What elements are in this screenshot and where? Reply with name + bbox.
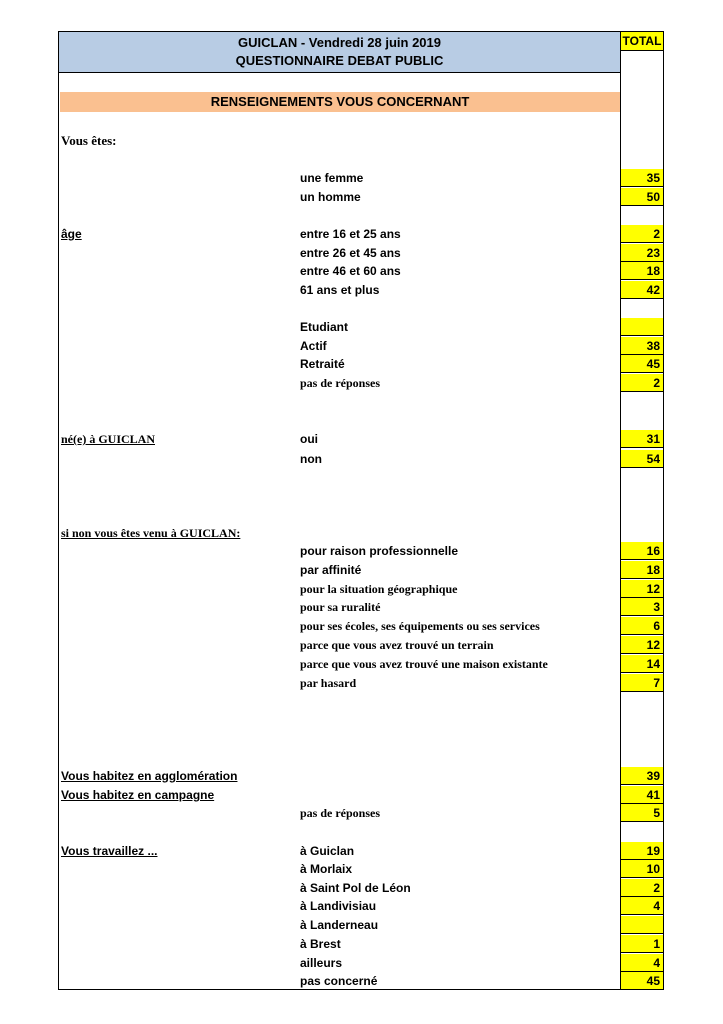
value-cell: 38 [621,337,663,355]
value-cell: 35 [621,169,663,187]
option-label: entre 46 et 60 ans [300,264,401,278]
option-label: entre 16 et 25 ans [300,227,401,241]
section-title: RENSEIGNEMENTS VOUS CONCERNANT [60,92,620,112]
label-age: âge [61,227,82,241]
option-label: un homme [300,190,361,204]
option-label: par hasard [300,676,357,690]
option-label: 61 ans et plus [300,283,380,297]
option-label: à Morlaix [300,862,353,876]
value-cell: 45 [621,972,663,990]
value-cell: 45 [621,355,663,373]
value-cell: 54 [621,450,663,468]
option-label: ailleurs [300,956,343,970]
value-cell: 6 [621,617,663,635]
total-header: TOTAL [621,32,663,51]
option-label: pour ses écoles, ses équipements ou ses services [300,619,540,633]
label-campagne: Vous habitez en campagne [61,788,215,802]
option-label: à Saint Pol de Léon [300,881,411,895]
option-label: parce que vous avez trouvé une maison existante [300,657,548,671]
option-label: pas de réponses [300,376,381,390]
option-label: pas concerné [300,974,378,988]
option-label: à Landerneau [300,918,379,932]
value-cell: 7 [621,674,663,692]
value-cell: 4 [621,897,663,915]
value-cell: 10 [621,860,663,878]
value-cell: 42 [621,281,663,299]
option-label: par affinité [300,563,362,577]
option-label: non [300,452,322,466]
value-cell: 39 [621,767,663,785]
value-cell: 2 [621,374,663,392]
option-label: à Guiclan [300,844,355,858]
value-cell: 2 [621,225,663,243]
value-cell: 19 [621,842,663,860]
value-cell: 23 [621,244,663,262]
option-label: pour la situation géographique [300,582,458,596]
option-label: Actif [300,339,327,353]
value-cell: 1 [621,935,663,953]
value-cell [621,916,663,934]
label-travail: Vous travaillez ... [61,844,158,858]
value-cell: 14 [621,655,663,673]
option-label: à Landivisiau [300,899,377,913]
value-cell: 50 [621,188,663,206]
option-label: parce que vous avez trouvé un terrain [300,638,494,652]
option-label: Retraité [300,357,345,371]
option-label: Etudiant [300,320,348,334]
option-label: pas de réponses [300,806,381,820]
value-cell: 18 [621,262,663,280]
title-line-2: QUESTIONNAIRE DEBAT PUBLIC [235,53,444,68]
value-cell [621,318,663,336]
option-label: une femme [300,171,364,185]
value-cell: 18 [621,561,663,579]
title-line-1: GUICLAN - Vendredi 28 juin 2019 [238,35,441,50]
value-cell: 16 [621,542,663,560]
option-label: pour sa ruralité [300,600,381,614]
label-ne-guiclan: né(e) à GUICLAN [61,432,155,446]
option-label: oui [300,432,318,446]
value-cell: 12 [621,636,663,654]
label-venu: si non vous êtes venu à GUICLAN: [61,526,241,540]
option-label: pour raison professionnelle [300,544,459,558]
value-cell: 4 [621,954,663,972]
option-label: entre 26 et 45 ans [300,246,401,260]
value-cell: 12 [621,580,663,598]
value-cell: 2 [621,879,663,897]
value-cell: 31 [621,430,663,448]
value-cell: 41 [621,786,663,804]
label-agglomeration: Vous habitez en agglomération [61,769,238,783]
value-cell: 3 [621,598,663,616]
value-cell: 5 [621,804,663,822]
label-vous-etes: Vous êtes: [61,133,117,148]
option-label: à Brest [300,937,341,951]
